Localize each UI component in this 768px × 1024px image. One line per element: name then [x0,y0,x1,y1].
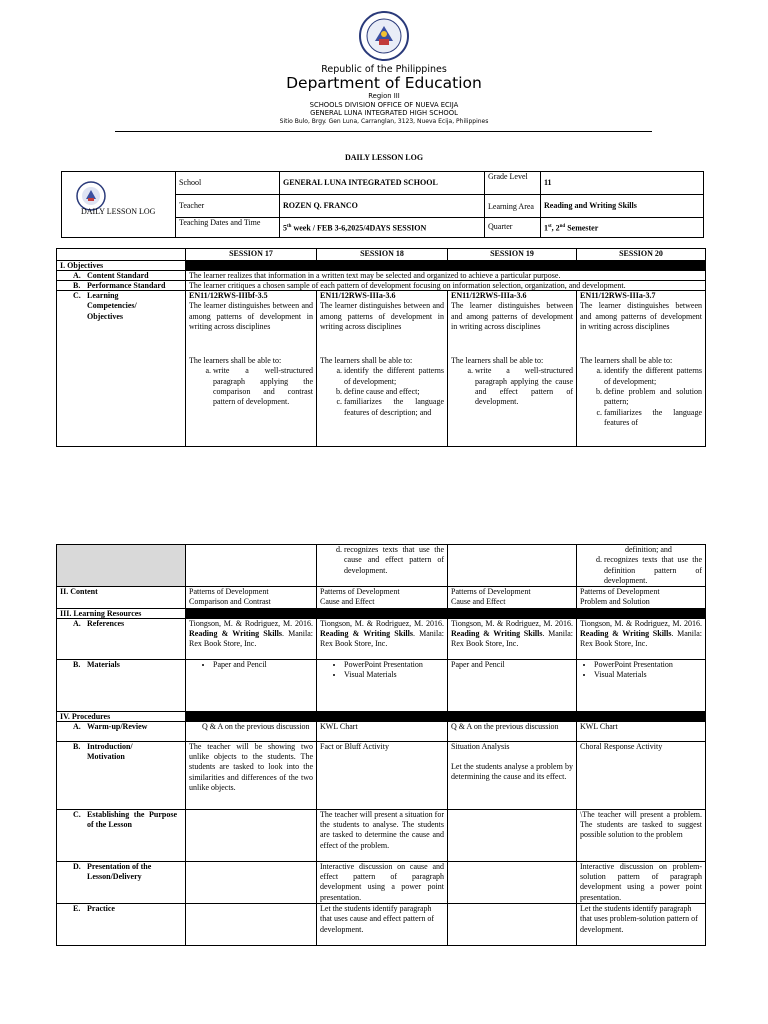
learning-area-value: Reading and Writing Skills [541,195,704,218]
references-label: A. References [57,618,186,659]
reference-cell-17: Tiongson, M. & Rodriguez, M. 2016. Reading & Writing Skills. Manila: Rex Book Store, Inc. [186,618,317,659]
competencies-label: C. Learning Competencies/ Objectives [57,291,186,447]
continued-cell-18: d. recognizes texts that use the cause and effect pattern of development. [317,545,448,587]
dll-label-cell [62,172,176,238]
purpose-cell-18: The teacher will present a situation for the students to analyse. The students are tasked to determine the cause and effect of the problem. [317,809,448,861]
resources-heading: III. Learning Resources [57,608,186,618]
introduction-label: B. Introduction/ Motivation [57,741,186,809]
info-table [61,171,704,238]
materials-cell-18: • PowerPoint Presentation • Visual Materials [317,659,448,711]
session-header-17: SESSION 17 [186,249,317,261]
reference-cell-20: Tiongson, M. & Rodriguez, M. 2016. Reading & Writing Skills. Manila: Rex Book Store, Inc. [577,618,706,659]
document-title: DAILY LESSON LOG [344,153,424,162]
practice-cell-19 [448,903,577,945]
continued-label-cell [57,545,186,587]
introduction-cell-18: Fact or Bluff Activity [317,741,448,809]
purpose-cell-20: \The teacher will present a problem. The students are tasked to suggest possible solution to the problem [577,809,706,861]
content-standard-label: A. Content Standard [57,271,186,281]
presentation-label: D. Presentation of the Lesson/Delivery [57,861,186,903]
purpose-cell-17 [186,809,317,861]
teacher-label: Teacher [176,195,280,218]
content-cell-19: Patterns of Development Cause and Effect [448,587,577,609]
learning-area-label: Learning Area [485,195,541,218]
objectives-heading: I. Objectives [57,261,186,271]
performance-standard-label: B. Performance Standard [57,281,186,291]
lesson-table-part2 [56,544,706,946]
department-name: Department of Education [286,74,482,92]
warmup-cell-19: Q & A on the previous discussion [448,721,577,741]
grade-level-value: 11 [541,172,704,195]
republic-line: Republic of the Philippines [321,64,447,75]
school-value: GENERAL LUNA INTEGRATED SCHOOL [280,172,485,195]
session-header-18: SESSION 18 [317,249,448,261]
warmup-cell-20: KWL Chart [577,721,706,741]
competency-cell-19: EN11/12RWS-IIIa-3.6 The learner distinguishes between and among patterns of development in writing across disciplines The learners shall be able to: a. write a well-structured paragraph applying the cause and effect pattern of development. [448,291,577,447]
teacher-value: ROZEN Q. FRANCO [280,195,485,218]
practice-cell-20: Let the students identify paragraph that uses problem-solution pattern of development. [577,903,706,945]
presentation-cell-20: Interactive discussion on problem-solution pattern of paragraph development using a power point presentation. [577,861,706,903]
competency-cell-17: EN11/12RWS-IIIbf-3.5 The learner distinguishes between and among patterns of development in writing across disciplines The learners shall be able to: a. write a well-structured paragraph applying the comparison and contrast pattern of development. [186,291,317,447]
reference-cell-18: Tiongson, M. & Rodriguez, M. 2016. Reading & Writing Skills. Manila: Rex Book Store, Inc. [317,618,448,659]
resources-bar [186,608,706,618]
content-standard-text: The learner realizes that information in a written text may be selected and organized to achieve a particular purpose. [186,271,706,281]
practice-cell-18: Let the students identify paragraph that uses cause and effect pattern of development. [317,903,448,945]
warmup-cell-18: KWL Chart [317,721,448,741]
session-header-20: SESSION 20 [577,249,706,261]
session-header-19: SESSION 19 [448,249,577,261]
header-divider [115,131,652,132]
address-line: Sitio Bulo, Brgy. Gen Luna, Carranglan, 3123, Nueva Ecija, Philippines [279,117,489,125]
corner-cell [57,249,186,261]
quarter-value: 1st, 2nd Semester [541,218,704,238]
content-heading: II. Content [57,587,186,609]
content-cell-20: Patterns of Development Problem and Solution [577,587,706,609]
materials-cell-17: • Paper and Pencil [186,659,317,711]
lesson-table-part1 [56,248,706,447]
dll-label: DAILY LESSON LOG [81,206,156,216]
warmup-cell-17: Q & A on the previous discussion [186,721,317,741]
continued-cell-20: definition; and d. recognizes texts that use the definition pattern of development. [577,545,706,587]
materials-cell-20: • PowerPoint Presentation • Visual Materials [577,659,706,711]
continued-cell-17 [186,545,317,587]
performance-standard-text: The learner critiques a chosen sample of each pattern of development focusing on information selection, organization, and development. [186,281,706,291]
materials-cell-19: Paper and Pencil [448,659,577,711]
grade-level-label: Grade Level [485,172,541,195]
materials-label: B. Materials [57,659,186,711]
practice-cell-17 [186,903,317,945]
content-cell-17: Patterns of Development Comparison and Contrast [186,587,317,609]
objectives-bar [186,261,706,271]
procedures-bar [186,711,706,721]
dates-label: Teaching Dates and Time [176,218,280,238]
presentation-cell-18: Interactive discussion on cause and effect pattern of paragraph development using a power point presentation. [317,861,448,903]
school-line: GENERAL LUNA INTEGRATED HIGH SCHOOL [310,109,458,117]
school-label: School [176,172,280,195]
presentation-cell-19 [448,861,577,903]
competency-cell-20: EN11/12RWS-IIIa-3.7 The learner distinguishes between and among patterns of development in writing across disciplines The learners shall be able to: a. identify the different patterns of development; b. define problem and solution pattern; c. familiarizes the language features of [577,291,706,447]
introduction-cell-20: Choral Response Activity [577,741,706,809]
competency-cell-18: EN11/12RWS-IIIa-3.6 The learner distinguishes between and among patterns of development in writing across disciplines The learners shall be able to: a. identify the different patterns of development; b. define cause and effect; c. familiarizes the language features of description; and [317,291,448,447]
introduction-cell-17: The teacher will be showing two unlike objects to the students. The students are tasked to look into the similarities and differences of the two unlike objects. [186,741,317,809]
practice-label: E. Practice [57,903,186,945]
letterhead [0,10,768,126]
region-line: Region III [368,92,400,100]
purpose-cell-19 [448,809,577,861]
continued-cell-19 [448,545,577,587]
quarter-label: Quarter [485,218,541,238]
reference-cell-19: Tiongson, M. & Rodriguez, M. 2016. Reading & Writing Skills. Manila: Rex Book Store, Inc. [448,618,577,659]
presentation-cell-17 [186,861,317,903]
introduction-cell-19: Situation Analysis Let the students analyse a problem by determining the cause and its effect. [448,741,577,809]
warmup-label: A. Warm-up/Review [57,721,186,741]
content-cell-18: Patterns of Development Cause and Effect [317,587,448,609]
dates-value: 5th week / FEB 3-6,2025/4DAYS SESSION [280,218,485,238]
purpose-label: C. Establishing the Purpose of the Lesson [57,809,186,861]
division-line: SCHOOLS DIVISION OFFICE OF NUEVA ECIJA [309,100,459,109]
deped-seal-icon [358,10,410,62]
procedures-heading: IV. Procedures [57,711,186,721]
